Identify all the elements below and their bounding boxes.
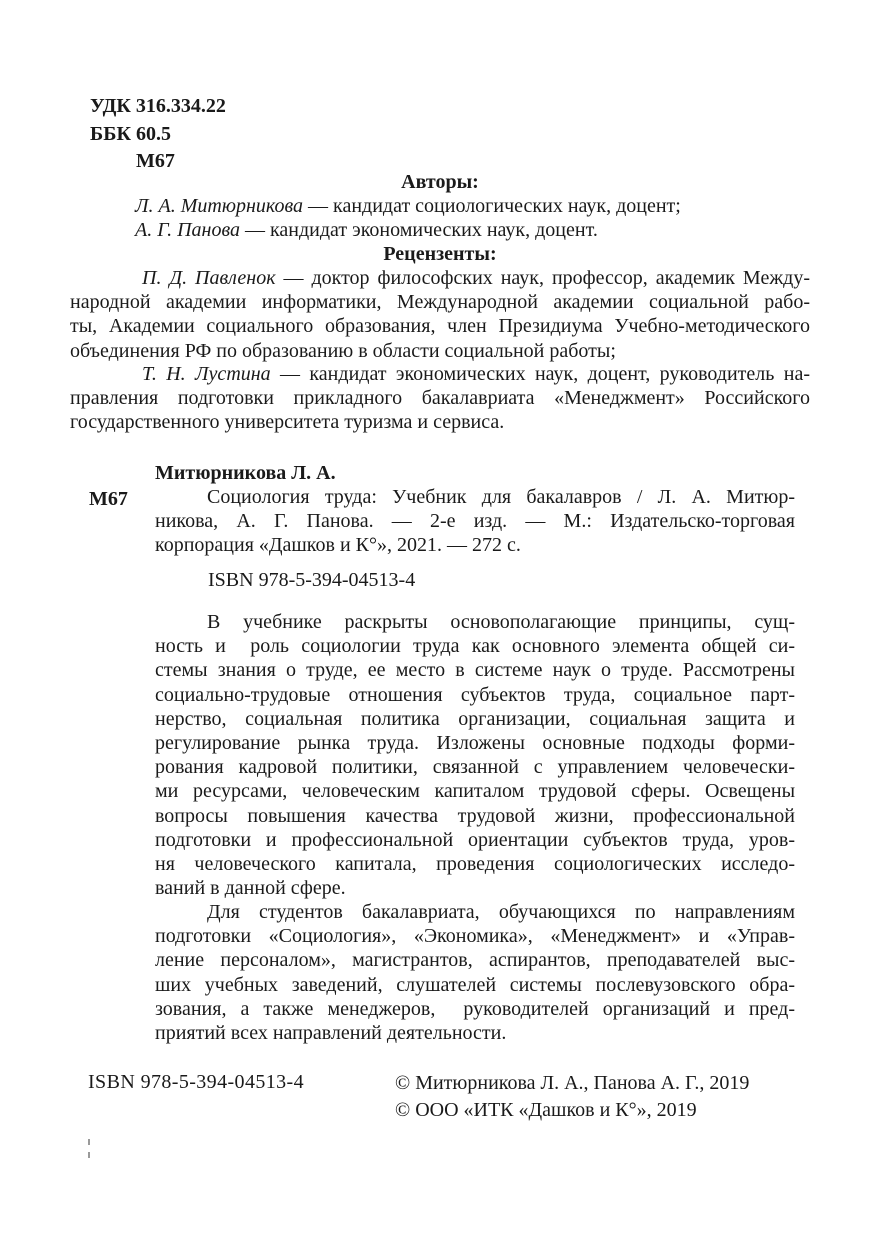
scan-artifact bbox=[88, 1139, 91, 1161]
author-credit-line bbox=[70, 218, 810, 242]
text-line: подготовки и профессиональной ориентации субъектов труда, уров- bbox=[155, 828, 795, 851]
author-degrees: — кандидат социологических наук, доцент; bbox=[303, 195, 681, 217]
text-line: ность и роль социологии труда как основного элемента общей си- bbox=[155, 635, 795, 658]
text-line: Для студентов бакалавриата, обучающихся по направлениям bbox=[207, 901, 795, 923]
author-name: А. Г. Панова bbox=[135, 219, 240, 241]
text-line: регулирование рынка труда. Изложены основные подходы форми- bbox=[155, 732, 795, 755]
text-line: корпорация «Дашков и К°», 2021. — 272 с. bbox=[155, 534, 521, 557]
footer-isbn: ISBN 978-5-394-04513-4 bbox=[88, 1071, 305, 1093]
catalog-card-author: Митюрникова Л. А. bbox=[155, 462, 336, 484]
authors-heading: Авторы: bbox=[401, 171, 479, 193]
text-line: ление персоналом», магистрантов, аспирантов, преподавателей выс- bbox=[155, 949, 795, 972]
author-degrees: — кандидат экономических наук, доцент. bbox=[240, 219, 598, 241]
reviewer-lines bbox=[70, 290, 810, 363]
text-line: зования, а также менеджеров, руководителей организаций и пред- bbox=[155, 997, 795, 1020]
reviewer-name: Т. Н. Лустина bbox=[142, 363, 271, 385]
reviewer-title: — кандидат экономических наук, доцент, руководитель на- bbox=[270, 363, 810, 385]
reviewer-title: — доктор философских наук, профессор, академик Между- bbox=[275, 267, 810, 289]
bbk-code: ББК 60.5 bbox=[90, 122, 171, 145]
bibliographic-description bbox=[155, 485, 795, 558]
reviewers-heading: Рецензенты: bbox=[383, 243, 497, 265]
text-line: стемы знания о труде, ее место в системе наук о труде. Рассмотрены bbox=[155, 659, 795, 682]
annotation-paragraph bbox=[155, 900, 795, 1045]
udk-code: УДК 316.334.22 bbox=[90, 95, 226, 117]
text-line: подготовки «Социология», «Экономика», «Менеджмент» и «Управ- bbox=[155, 925, 795, 948]
text-line: никова, А. Г. Панова. — 2-е изд. — М.: Издательско-торговая bbox=[155, 510, 795, 533]
text-line: социально-трудовые отношения субъектов труда, социальное парт- bbox=[155, 683, 795, 706]
text-line: © ООО «ИТК «Дашков и К°», 2019 bbox=[395, 1099, 697, 1121]
card-isbn: ISBN 978-5-394-04513-4 bbox=[208, 569, 416, 591]
author-sign-code: М67 bbox=[136, 150, 175, 172]
reviewer-paragraph bbox=[70, 266, 810, 363]
text-line: государственного университета туризма и сервиса. bbox=[70, 411, 505, 434]
text-line: народной академии информатики, Международной академии социальной рабо- bbox=[70, 291, 810, 314]
text-line: правления подготовки прикладного бакалавриата «Менеджмент» Российского bbox=[70, 387, 810, 410]
text-line: ваний в данной сфере. bbox=[155, 877, 346, 900]
text-line: рования кадровой политики, связанной с управлением человечески- bbox=[155, 756, 795, 779]
text-line: ших учебных заведений, слушателей системы послевузовского обра- bbox=[155, 973, 795, 996]
classification-codes bbox=[90, 93, 490, 176]
text-line: © Митюрникова Л. А., Панова А. Г., 2019 bbox=[395, 1072, 750, 1094]
text-line: приятий всех направлений деятельности. bbox=[155, 1022, 507, 1045]
text-line: объединения РФ по образованию в области социальной работы; bbox=[70, 339, 616, 362]
text-line: ня человеческого капитала, проведения социологических исследо- bbox=[155, 853, 795, 876]
author-credit-line bbox=[70, 194, 810, 218]
reviewer-paragraph bbox=[70, 362, 810, 435]
text-line: Социология труда: Учебник для бакалавров / Л. А. Митюр- bbox=[207, 486, 795, 508]
copyright-block bbox=[395, 1070, 815, 1124]
text-line bbox=[70, 266, 810, 290]
annotation-paragraph bbox=[155, 610, 795, 900]
text-line: нерство, социальная политика организации, социальная защита и bbox=[155, 707, 795, 730]
text-line bbox=[70, 362, 810, 386]
catalog-card-code: М67 bbox=[89, 488, 128, 510]
reviewer-lines bbox=[70, 386, 810, 434]
text-line: вопросы повышения качества трудовой жизни, профессиональной bbox=[155, 804, 795, 827]
text-line: ты, Академии социального образования, член Президиума Учебно-методического bbox=[70, 315, 810, 338]
reviewer-name: П. Д. Павленок bbox=[142, 267, 276, 289]
author-name: Л. А. Митюрникова bbox=[135, 195, 304, 217]
text-line: В учебнике раскрыты основополагающие принципы, сущ- bbox=[207, 611, 795, 633]
text-line: ми ресурсами, человеческим капиталом трудовой сферы. Освещены bbox=[155, 780, 795, 803]
